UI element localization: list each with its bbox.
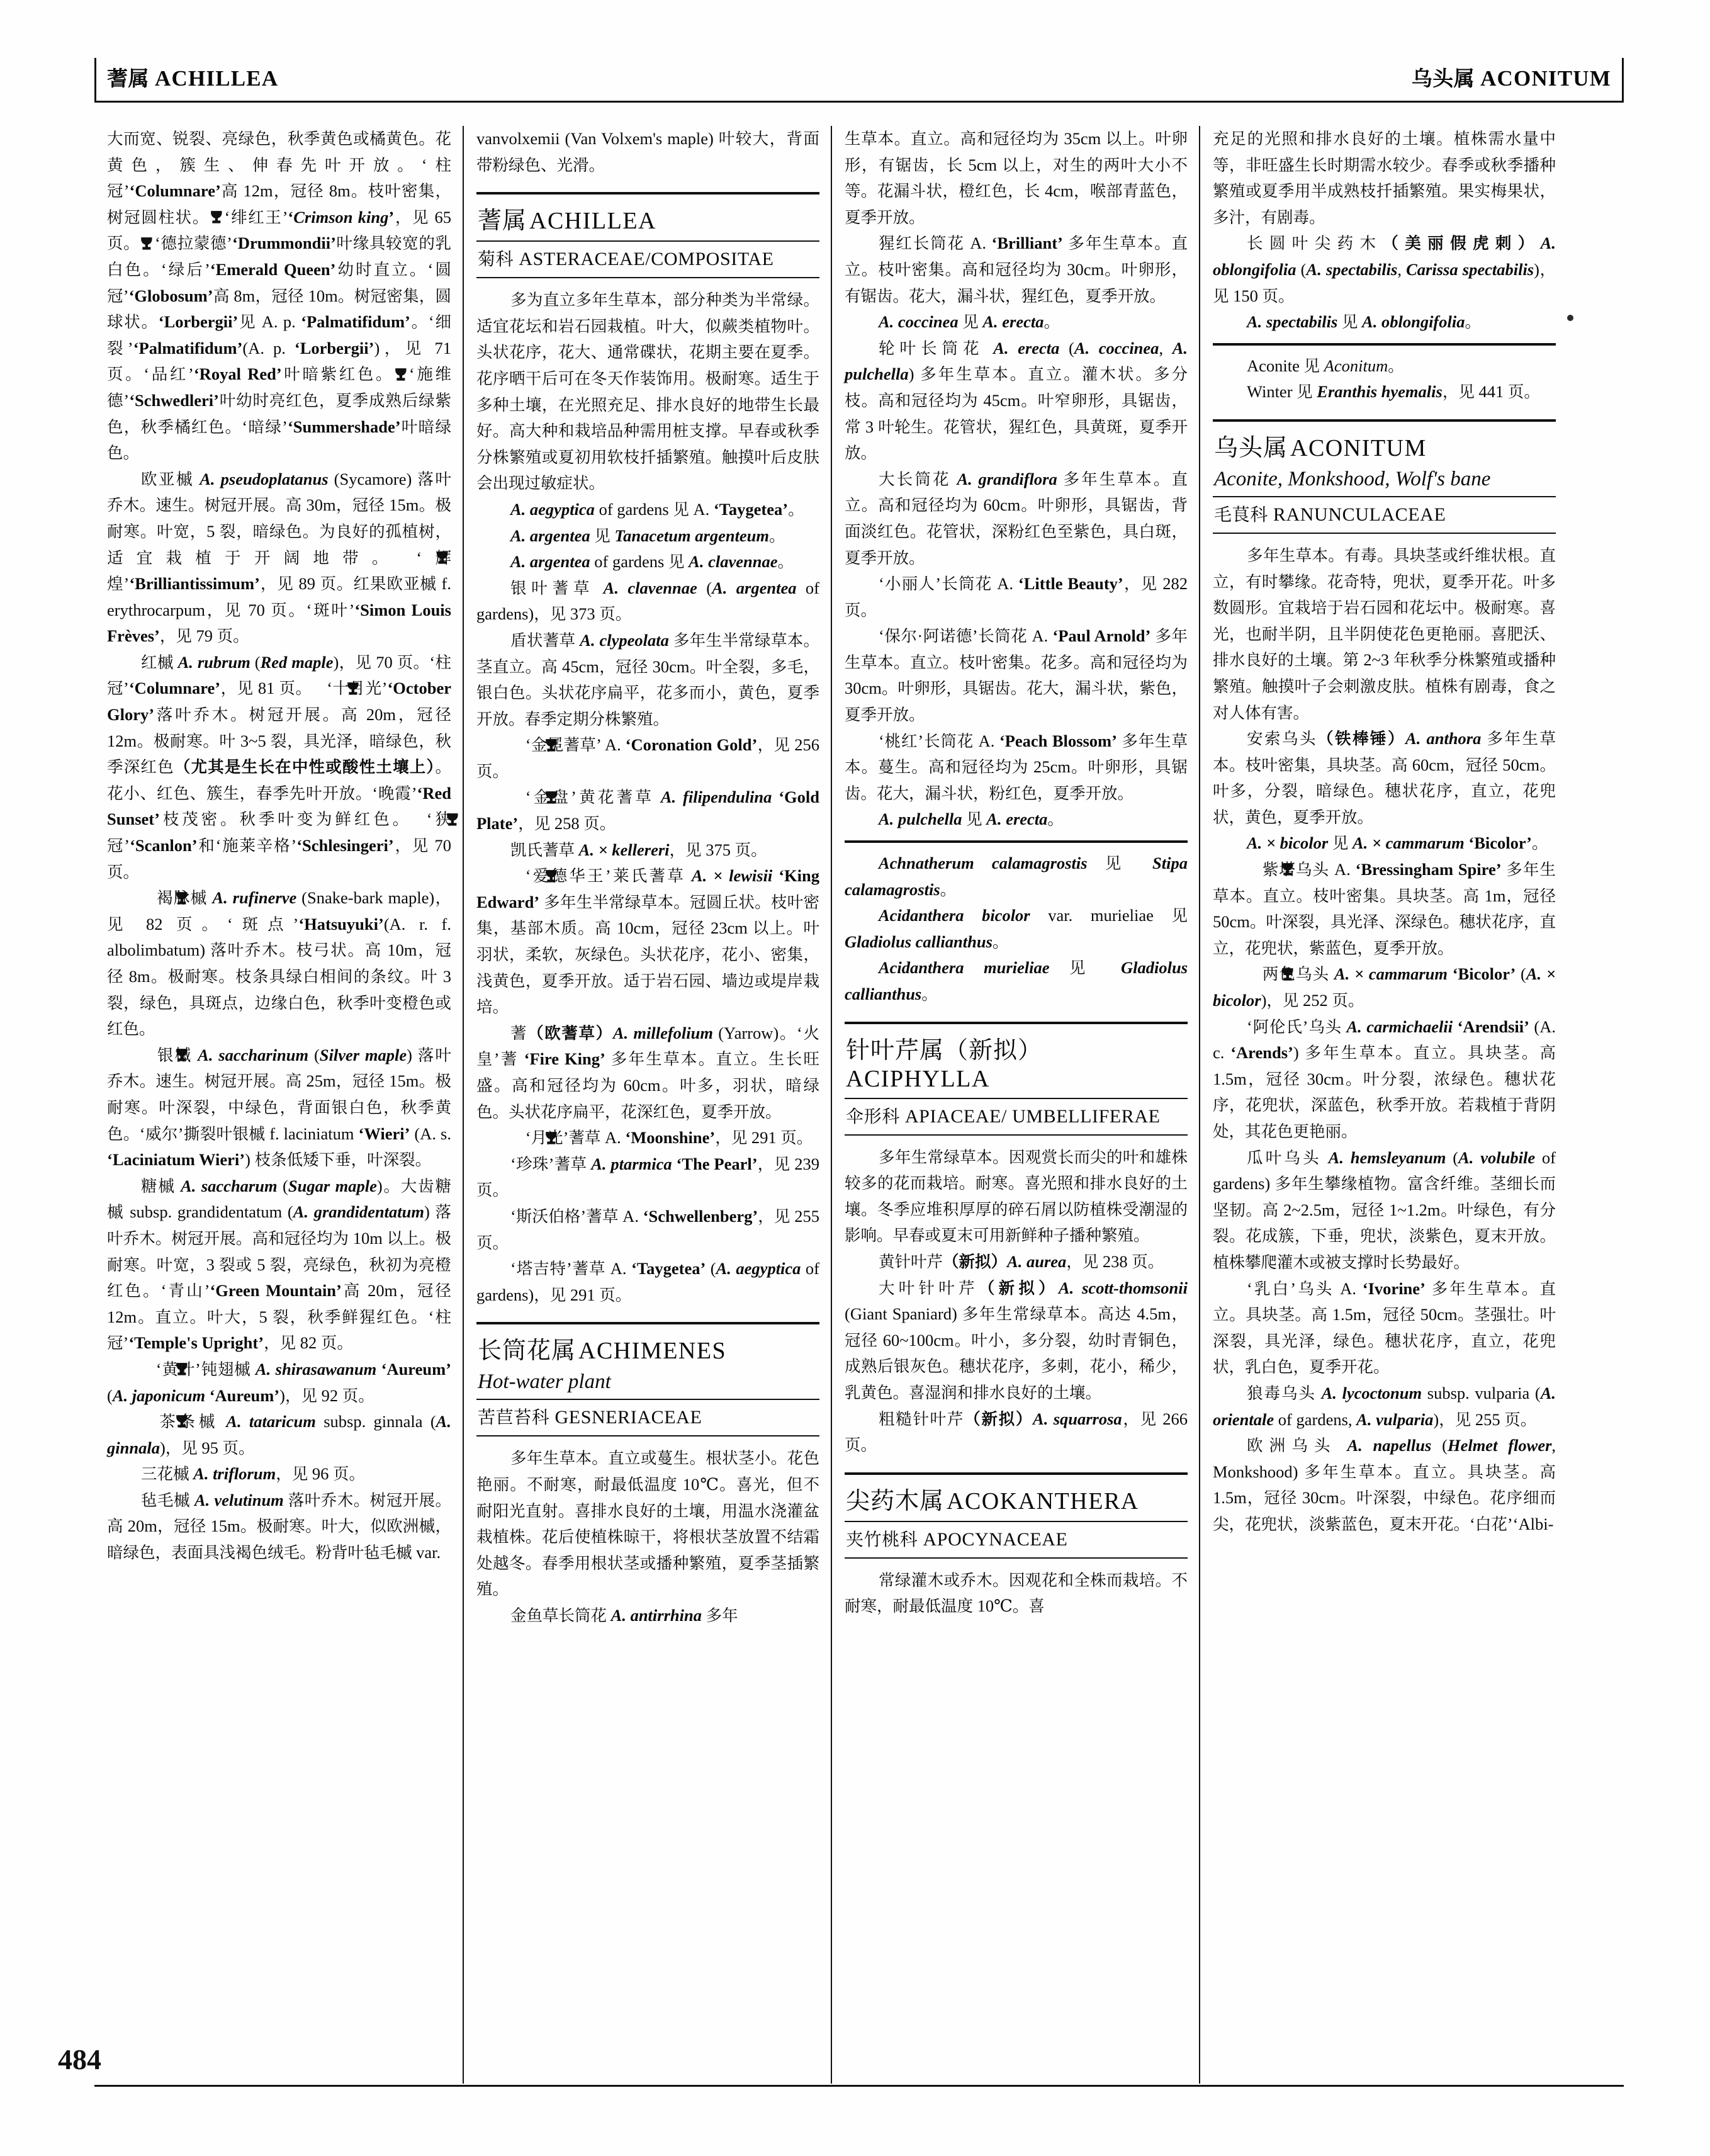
column-4: [1199, 126, 1567, 2084]
award-cup-icon: [510, 1127, 524, 1142]
header-right-rule: [1622, 58, 1624, 102]
page-number: 484: [58, 2043, 101, 2075]
award-cup-icon: [141, 1411, 155, 1426]
award-cup-icon: [510, 734, 524, 749]
genus-name-latin: ACOKANTHERA: [947, 1487, 1139, 1515]
genus-name-cjk: 尖药木属: [846, 1486, 945, 1515]
running-head-left: [107, 62, 278, 92]
paragraph: ‘阿伦氏’乌头 A. carmichaelii ‘Arendsii’ (A. c. ‘Arends’) 多年生草本。直立。具块茎。高 1.5m，冠径 30cm。叶分裂，浓绿色。穗状花序，花兜状，深蓝色，秋季开放。若栽植于背阴处，其花色更艳丽。: [1213, 1017, 1556, 1141]
genus-name-latin: ACHIMENES: [578, 1338, 727, 1365]
paragraph: 糖槭 A. saccharum (Sugar maple)。大齿糖槭 subsp. grandidentatum (A. grandidentatum) 落叶乔木。树冠开展。高和冠径均为 10m 以上。极耐寒。叶宽，3 裂或 5 裂，亮绿色，秋初为亮橙红色。‘青山’‘Green Mountain’高 20m，冠径 12m。直立。叶大，5 裂，秋季鲜猩红色。‘柱冠’‘Temple's Upright’，见 82 页。: [107, 1176, 452, 1353]
rule: [476, 1435, 819, 1436]
paragraph: 粗糙针叶芹（新拟）A. squarrosa，见 266 页。: [845, 1409, 1188, 1455]
paragraph: ‘斯沃伯格’蓍草 A. ‘Schwellenberg’，见 255 页。: [476, 1206, 819, 1253]
paragraph: 黄针叶芹（新拟）A. aurea，见 238 页。: [879, 1251, 1164, 1272]
running-head-right: [1412, 62, 1611, 92]
paragraph: 大叶针叶芹（新拟）A. scott-thomsonii (Giant Spaniard) 多年生常绿草本。高达 4.5m，冠径 60~100cm。叶小，多分裂，幼时青铜色，成熟后银灰色。穗状花序，多刺，花小，稀少，乳黄色。喜湿润和排水良好的土壤。: [845, 1278, 1188, 1403]
column-3: [831, 126, 1199, 2084]
rule: [845, 1557, 1188, 1559]
genus-name-cjk: 乌头属: [1214, 433, 1288, 461]
paragraph: 银槭 A. saccharinum (Silver maple) 落叶乔木。速生。树冠开展。高 25m，冠径 15m。极耐寒。叶深裂，中绿色，背面银白色，秋季黄色。‘威尔’撕裂叶银槭 f. laciniatum ‘Wieri’ (A. s. ‘Laciniatum Wieri’) 枝条低矮下垂，叶深裂。: [107, 1045, 452, 1170]
paragraph: A. × bicolor 见 A. × cammarum ‘Bicolor’。: [1247, 833, 1548, 854]
genus-name-cjk: 长筒花属: [478, 1336, 577, 1365]
paragraph: 猩红长筒花 A. ‘Brilliant’ 多年生草本。直立。枝叶密集。高和冠径均为 30cm。叶卵形，有锯齿。花大，漏斗状，猩红色，夏季开放。: [845, 234, 1188, 306]
genus-family: [1213, 497, 1556, 533]
text-columns: [94, 126, 1624, 2084]
paragraph: Acidanthera bicolor var. murieliae 见 Gladiolus callianthus。: [845, 906, 1188, 952]
paragraph: Acidanthera murieliae 见 Gladiolus callianthus。: [845, 958, 1188, 1004]
genus-family-cjk: 苦苣苔科: [478, 1407, 550, 1428]
rule: [845, 1134, 1188, 1136]
paragraph: 茶条槭 A. tataricum subsp. ginnala (A. ginnala)，见 95 页。: [107, 1412, 451, 1458]
genus-family: [845, 1099, 1188, 1134]
award-cup-icon: [141, 887, 155, 902]
award-cup-icon: [394, 364, 408, 379]
paragraph: vanvolxemii (Van Volxem's maple) 叶较大，背面带粉绿色、光滑。: [476, 129, 819, 175]
genus-name-latin: ACIPHYLLA: [846, 1065, 990, 1092]
genus-name-cjk: 蓍属: [478, 206, 527, 235]
paragraph: ‘爱德华王’莱氏蓍草 A. × lewisii ‘King Edward’ 多年生半常绿草本。冠圆丘状。枝叶密集，基部木质。高 10cm，冠径 23cm 以上。叶羽状，柔软，灰绿色。头状花序，花小、密集，浅黄色，夏季开放。适于岩石园、墙边或堤岸栽培。: [476, 866, 819, 1017]
paragraph: A. aegyptica of gardens 见 A. ‘Taygetea’。: [510, 499, 804, 519]
paragraph: ‘珍珠’蓍草 A. ptarmica ‘The Pearl’，见 239 页。: [476, 1154, 820, 1200]
paragraph: 金鱼草长筒花 A. antirrhina 多年: [510, 1605, 738, 1625]
paragraph: 红槭 A. rubrum (Red maple)，见 70 页。‘柱冠’‘Columnare’，见 81 页。 ‘十月光’‘October Glory’落叶乔木。树冠开展。高 20m，冠径 12m。极耐寒。叶 3~5 裂，具光泽，暗绿色，秋季深红色（尤其是生长在中性或酸性土壤上）。花小、红色、簇生，春季先叶开放。‘晚霞’‘Red Sunset’枝茂密。秋季叶变为鲜红色。 ‘狭冠’‘Scanlon’和‘施莱辛格’‘Schlesingeri’，见 70 页。: [107, 650, 451, 885]
paragraph: 安索乌头（铁棒锤）A. anthora 多年生草本。枝叶密集，具块茎。高 60cm，冠径 50cm。叶多，分裂，暗绿色。穗状花序，直立，花兜状，黄色，夏季开放。: [1213, 729, 1556, 827]
genus-name: [845, 1024, 1188, 1098]
award-cup-icon: [402, 547, 415, 562]
paragraph: A. argentea 见 Tanacetum argenteum。: [510, 526, 785, 546]
paragraph: ‘塔吉特’蓍草 A. ‘Taygetea’ (A. aegyptica of gardens)，见 291 页。: [476, 1259, 820, 1305]
genus-name: [476, 195, 819, 240]
running-head: [107, 58, 1611, 96]
genus-heading-acokanthera: [845, 1472, 1188, 1559]
genus-family: [476, 242, 819, 277]
column-2: [463, 126, 831, 2084]
genus-name: [1213, 422, 1556, 468]
genus-name-latin: ACHILLEA: [529, 208, 656, 235]
award-cup-icon: [510, 865, 524, 880]
paragraph: 盾状蓍草 A. clypeolata 多年生半常绿草本。茎直立。高 45cm，冠径 30cm。叶全裂，多毛，银白色。头状花序扁平，花多而小，黄色，夏季开放。春季定期分株繁殖。: [476, 630, 820, 729]
award-cup-icon: [141, 1358, 155, 1374]
genus-family: [476, 1400, 819, 1435]
footer-rule: [94, 2085, 1624, 2087]
paragraph: 大长筒花 A. grandiflora 多年生草本。直立。高和冠径均为 60cm。叶卵形，具锯齿，背面淡红色。花管状，深粉红色至紫色，具白斑，夏季开放。: [845, 469, 1188, 568]
genus-heading-achimenes: [476, 1322, 819, 1436]
paragraph: 毡毛槭 A. velutinum 落叶乔木。树冠开展。高 20m，冠径 15m。极耐寒。叶大，似欧洲槭，暗绿色，表面具浅褐色绒毛。粉背叶毡毛槭 var.: [107, 1490, 451, 1563]
paragraph: A. spectabilis 见 A. oblongifolia。: [1247, 312, 1482, 332]
paragraph: 多年生常绿草本。因观赏长而尖的叶和雄株较多的花而栽培。耐寒。喜光照和排水良好的土壤。冬季应堆积厚厚的碎石屑以防植株受潮湿的影响。早春或夏末可用新鲜种子播种繁殖。: [845, 1148, 1188, 1246]
award-cup-icon: [412, 809, 425, 824]
paragraph: A. coccinea 见 A. erecta。: [879, 312, 1060, 332]
paragraph: 褐脉槭 A. rufinerve (Snake-bark maple)，见 82 页。‘斑点’‘Hatsuyuki’(A. r. f. albolimbatum) 落叶乔木。枝弓状。高 10m，冠径 8m。极耐寒。枝条具绿白相间的条纹。叶 3 裂，绿色，具斑点，边缘白色，秋季叶变橙色或红色。: [107, 888, 451, 1039]
paragraph: 充足的光照和排水良好的土壤。植株需水量中等，非旺盛生长时期需水较少。春季或秋季播种繁殖或夏季用半成熟枝扦插繁殖。果实梅果状，多汁，有剧毒。: [1213, 130, 1556, 227]
paragraph: ‘金盘’黄花蓍草 A. filipendulina ‘Gold Plate’，见 258 页。: [476, 787, 820, 834]
genus-family-cjk: 夹竹桃科: [846, 1528, 918, 1550]
genus-name-latin: ACONITUM: [1290, 434, 1427, 461]
paragraph: 生草本。直立。高和冠径均为 35cm 以上。叶卵形，有锯齿，长 5cm 以上，对生的两叶大小不等。花漏斗状，橙红色，长 4cm，喉部青蓝色，夏季开放。: [845, 129, 1188, 227]
paragraph: 狼毒乌头 A. lycoctonum subsp. vulparia (A. orientale of gardens, A. vulparia)，见 255 页。: [1213, 1383, 1556, 1430]
paragraph: ‘月光’蓍草 A. ‘Moonshine’，见 291 页。: [476, 1125, 819, 1151]
genus-family-cjk: 伞形科: [846, 1105, 900, 1127]
genus-name: [845, 1475, 1188, 1521]
header-left-rule: [94, 58, 96, 102]
running-head-right-cjk: 乌头属: [1411, 65, 1475, 91]
paragraph: Aconite 见 Aconitum。: [1247, 356, 1404, 376]
paragraph: 凯氏蓍草 A. × kellereri，见 375 页。: [510, 840, 767, 860]
award-cup-icon: [510, 787, 524, 802]
paragraph: ‘乳白’乌头 A. ‘Ivorine’ 多年生草本。直立。具块茎。高 1.5m，冠径 50cm。茎强壮。叶深裂，具光泽，绿色。穗状花序，直立，花兜状，乳白色，夏季开花。: [1213, 1278, 1556, 1377]
paragraph: ‘桃红’长筒花 A. ‘Peach Blossom’ 多年生草本。蔓生。高和冠径均为 25cm。叶卵形，具锯齿。花大，漏斗状，粉红色，夏季开放。: [845, 731, 1188, 803]
award-cup-icon: [1247, 859, 1261, 874]
paragraph: 常绿灌木或乔木。因观花和全株而栽培。不耐寒，耐最低温度 10℃。喜: [845, 1571, 1188, 1617]
genus-family-cjk: 菊科: [478, 249, 514, 270]
genus-family-latin: RANUNCULACEAE: [1273, 504, 1446, 525]
paragraph: ‘金冕蓍草’ A. ‘Coronation Gold’，见 256 页。: [476, 735, 819, 781]
column-1: [94, 126, 463, 2084]
genus-heading-achillea: [476, 192, 819, 278]
paragraph: 大而宽、锐裂、亮绿色，秋季黄色或橘黄色。花黄色，簇生、伸春先叶开放。‘柱冠’‘Columnare’高 12m，冠径 8m。枝叶密集，树冠圆柱状。 ‘绯红王’‘Crimson king’，见 65 页。 ‘德拉蒙德’‘Drummondii’叶缘具较宽的乳白色。‘绿后’‘Emerald Queen’幼时直立。‘圆冠’‘Globosum’高 8m，冠径 10m。树冠密集，圆球状。‘Lorbergii’见 A. p. ‘Palmatifidum’。‘细裂’‘Palmatifidum’(A. p. ‘Lorbergii’)，见 71 页。‘品红’‘Royal Red’叶暗紫红色。 ‘施维德’‘Schwedleri’叶幼时亮红色，夏季成熟后绿紫色，秋季橘红色。‘暗绿’‘Summershade’叶暗绿色。: [107, 130, 451, 463]
paragraph: ‘小丽人’长筒花 A. ‘Little Beauty’，见 282 页。: [845, 574, 1188, 620]
genus-family-latin: APIACEAE/ UMBELLIFERAE: [904, 1105, 1161, 1127]
scan-speck: [1567, 315, 1573, 321]
paragraph: 多为直立多年生草本，部分种类为半常绿。适宜花坛和岩石园栽植。叶大，似蕨类植物叶。头状花序，花大、通常碟状，花期主要在夏季。花序晒干后可在冬天作装饰用。极耐寒。适生于多种土壤，在光照充足、排水良好的地带生长最好。高大种和栽培品种需用桩支撑。早春或秋季分株繁殖或夏初用软枝扦插繁殖。触摸叶后皮肤会出现过敏症状。: [476, 291, 819, 494]
paragraph: 蓍（欧蓍草）A. millefolium (Yarrow)。‘火皇’蓍 ‘Fire King’ 多年生草本。直立。生长旺盛。高和冠径均为 60cm。叶多，羽状，暗绿色。头状花序扁平，花深红色，夏季开放。: [476, 1023, 819, 1122]
award-cup-icon: [312, 678, 326, 693]
genus-name-cjk: 针叶芹属（新拟）: [846, 1036, 1043, 1064]
genus-family: [845, 1522, 1188, 1557]
paragraph: 三花槭 A. triflorum，见 96 页。: [141, 1464, 365, 1484]
paragraph: 轮叶长筒花 A. erecta (A. coccinea, A. pulchella) 多年生草本。直立。灌木状。多分枝。高和冠径均为 45cm。叶窄卵形，具锯齿，常 3 叶轮生。花管状，猩红色，具黄斑，夏季开放。: [845, 338, 1188, 463]
paragraph: ‘保尔·阿诺德’长筒花 A. ‘Paul Arnold’ 多年生草本。直立。枝叶密集。花多。高和冠径均为 30cm。叶卵形，具锯齿。花大，漏斗状，紫色，夏季开放。: [845, 626, 1188, 725]
paragraph: A. pulchella 见 A. erecta。: [879, 810, 1064, 830]
paragraph: A. argentea of gardens 见 A. clavennae。: [510, 552, 794, 572]
header-rule: [94, 101, 1624, 103]
genus-common-name: Aconite, Monkshood, Wolf's bane: [1214, 467, 1491, 490]
paragraph: Winter 见 Eranthis hyemalis，见 441 页。: [1247, 382, 1540, 402]
genus-heading-aciphylla: [845, 1022, 1188, 1136]
genus-family-cjk: 毛茛科: [1214, 504, 1268, 525]
paragraph: 紫塔乌头 A. ‘Bressingham Spire’ 多年生草本。直立。枝叶密集。具块茎。高 1m，冠径 50cm。叶深裂，具光泽、深绿色。穗状花序，直立，花兜状，紫蓝色，夏季开放。: [1213, 860, 1556, 958]
genus-family-latin: GESNERIACEAE: [554, 1407, 702, 1428]
paragraph: ‘黄叶’钝翅槭 A. shirasawanum ‘Aureum’ (A. japonicum ‘Aureum’)，见 92 页。: [107, 1359, 451, 1406]
genus-family-latin: APOCYNACEAE: [923, 1528, 1068, 1550]
paragraph: Achnatherum calamagrostis 见 Stipa calamagrostis。: [845, 854, 1188, 900]
paragraph: 欧亚槭 A. pseudoplatanus (Sycamore) 落叶乔木。速生。树冠开展。高 30m，冠径 15m。极耐寒。叶宽，5 裂，暗绿色。为良好的孤植树，适宜栽植于开阔地带。 ‘辉煌’‘Brilliantissimum’，见 89 页。红果欧亚槭 f. erythrocarpum，见 70 页。‘斑叶’‘Simon Louis Frèves’，见 79 页。: [107, 469, 451, 646]
paragraph: 多年生草本。有毒。具块茎或纤维状根。直立，有时攀缘。花奇特，兜状，夏季开花。叶多数圆形。宜栽培于岩石园和花坛中。极耐寒。喜光，也耐半阴，且半阴使花色更艳丽。喜肥沃、排水良好的土壤。第 2~3 年秋季分株繁殖或播种繁殖。触摸叶子会刺激皮肤。植株有剧毒，食之对人体有害。: [1213, 546, 1556, 723]
rule: [1213, 533, 1556, 534]
genus-common-name: Hot-water plant: [478, 1370, 611, 1394]
genus-family-latin: ASTERACEAE/COMPOSITAE: [519, 249, 774, 270]
rule: [476, 277, 819, 278]
running-head-left-cjk: 蓍属: [107, 65, 149, 91]
paragraph: 长圆叶尖药木（美丽假虎刺）A. oblongifolia (A. spectabilis, Carissa spectabilis)，见 150 页。: [1213, 234, 1556, 306]
paragraph: 银叶蓍草 A. clavennae (A. argentea of gardens)，见 373 页。: [476, 578, 819, 624]
award-cup-icon: [1247, 964, 1261, 979]
paragraph: 欧洲乌头 A. napellus (Helmet flower, Monkshood) 多年生草本。直立。具块茎。高 1.5m，冠径 30cm。叶深裂，中绿色。花序细而尖，花兜状，淡紫蓝色，夏末开花。‘白花’‘Albi-: [1213, 1436, 1556, 1534]
award-cup-icon: [210, 206, 223, 222]
running-head-right-latin: ACONITUM: [1480, 65, 1611, 91]
paragraph: 两色乌头 A. × cammarum ‘Bicolor’ (A. × bicolor)，见 252 页。: [1213, 964, 1556, 1011]
paragraph: 多年生草本。直立或蔓生。根状茎小。花色艳丽。不耐寒，耐最低温度 10℃。喜光，但不耐阳光直射。喜排水良好的土壤，用温水浇灌盆栽植株。花后使植株晾干，将根状茎放置不结霜处越冬。春季用根状茎或播种繁殖，夏季茎插繁殖。: [476, 1449, 819, 1600]
paragraph: 瓜叶乌头 A. hemsleyanum (A. volubile of gardens) 多年生攀缘植物。富含纤维。茎细长而坚韧。高 2~2.5m，冠径 1~1.2m。叶绿色，有分裂。花成簇，下垂，兜状，淡紫色，夏末开放。植株攀爬灌木或被支撑时长势最好。: [1213, 1148, 1556, 1272]
award-cup-icon: [140, 233, 154, 248]
award-cup-icon: [141, 1044, 155, 1059]
genus-name: [476, 1324, 819, 1370]
running-head-left-latin: ACHILLEA: [155, 65, 279, 91]
genus-heading-aconitum: [1213, 419, 1556, 534]
